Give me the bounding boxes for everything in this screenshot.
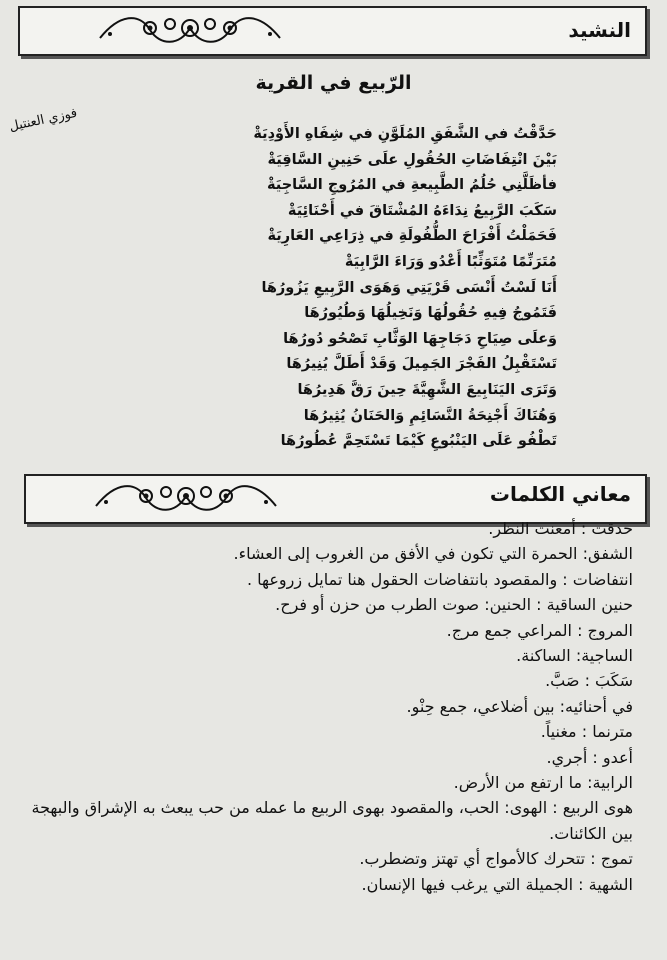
section-banner [18,6,647,56]
vocab-item: هوى الربيع : الهوى: الحب، والمقصود بهوى الربيع ما عمله من حب يبعث به الإشراق والبهجة بين الكائنات. [31,798,633,843]
verse-line: تَسْتَقْبِلُ الفَجْرَ الجَمِيلَ وَقَدْ أَطَلَّ يُنِيرُهَا [286,356,557,373]
floral-ornament-icon [90,8,290,50]
verse-line: حَدَّقْتُ في الشَّفَقِ المُلَوَّنِ في شِفَاهِ الأَوْدِيَةْ [253,126,557,142]
verse-line: وَتَرَى اليَنَابِيعَ الشَّهِيَّةَ حِينَ رَقَّ هَدِيرُهَا [297,381,557,398]
vocab-item: الشهية : الجميلة التي يرغب فيها الإنسان. [361,874,633,894]
section-title: النشيد [568,18,631,42]
vocab-item: تموج : تتحرك كالأمواج أي تهتز وتضطرب. [359,849,633,869]
verse-line: فَتَمُوجُ فِيهِ حُقُولُهَا وَنَخِيلُهَا وَطُيُورُهَا [304,305,557,322]
vocab-item: سَكَبَ : صَبَّ. [545,671,633,691]
verse-line: مُتَرَنِّمًا مُتَوَثِّبًا أَعْدُو وَرَاءَ الرَّابِيَةْ [344,253,557,270]
verse-line: فأظَلَّنِي حُلُمُ الطَّبِيعةِ في المُرُوجِ السَّاجِيَةْ [267,177,557,194]
vocab-list [13,516,633,897]
vocab-item: المروج : المراعي جمع مرج. [446,620,633,640]
verse-line: بَيْنَ انْتِفَاضَاتِ الحُقُولِ علَى حَنِينِ السَّاقِيَةْ [267,151,557,168]
verse-line: تَطْفُو عَلَى اليَنْبُوعِ كَيْمَا تَسْتَحِمَّ عُطُورُهَا [280,433,557,450]
verse-line: أَنَا لَسْتُ أَنْسَى قَرْيَتِي وَهَوَى الرَّبِيعِ يَزُورُهَا [261,279,557,296]
vocab-item: حدقت : أمعنت النظر. [488,519,633,538]
verse-line: وَعلَى صِيَاحِ دَجَاجِهَا الوَثَّابِ تَصْحُو دُورُهَا [283,330,557,347]
verse-line: فَحَمَلْتُ أَفْرَاحَ الطُّفُولَةِ في ذِرَاعِي العَارِيَةْ [267,228,557,245]
vocab-item: حنين الساقية : الحنين: صوت الطرب من حزن أو فرح. [275,595,633,615]
vocab-item: أعدو : أجري. [546,747,633,767]
poem-verses [253,122,557,455]
vocab-title: معاني الكلمات [489,482,631,506]
vocab-item: مترنما : مغنياً. [540,722,633,742]
verse-line: وَهُنَاكَ أَجْنِحَةُ النَّسَائِمِ وَالحَنَانُ يُثِيرُهَا [303,407,557,424]
author-name: فوزي العنتيل [8,105,79,135]
vocab-item: الرابية: ما ارتفع من الأرض. [453,773,633,793]
floral-ornament-icon [86,476,286,518]
poem-title: الرّبيع في القرية [255,72,412,94]
vocab-item: الشفق: الحمرة التي تكون في الأفق من الغروب إلى العشاء. [233,544,633,564]
vocab-item: الساجية: الساكنة. [516,646,633,666]
vocab-item: انتفاضات : والمقصود بانتفاضات الحقول هنا تمايل زروعها . [246,569,633,589]
vocab-item: في أحنائيه: بين أضلاعي، جمع حِنْو. [406,696,633,716]
verse-line: سَكَبَ الرَّبِيعُ نِدَاءَهُ المُشْتَاقَ في أَحْنَائِيَةْ [287,202,557,219]
